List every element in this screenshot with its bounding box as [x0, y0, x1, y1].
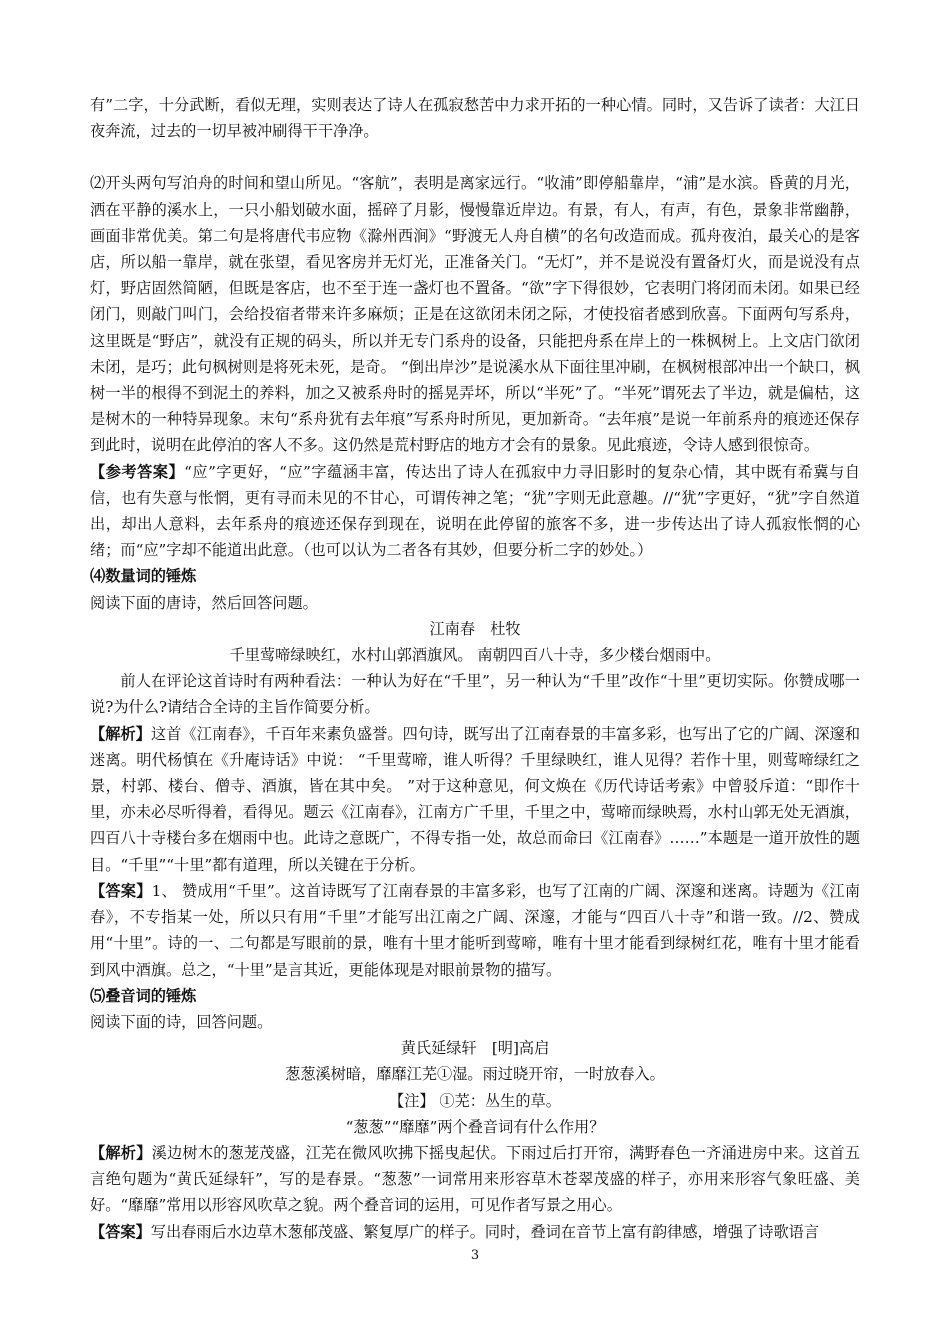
page-number: 3: [470, 1248, 480, 1263]
section-5-answer-tag: 【答案】: [90, 1222, 151, 1241]
section-5-note: 【注】 ①芜：丛生的草。: [389, 1091, 561, 1110]
section-4-instruction: 阅读下面的唐诗，然后回答问题。: [90, 593, 318, 612]
section-4-answer-text: 1、 赞成用“千里”。这首诗既写了江南春景的丰富多彩，也写了江南的广阔、深邃和迷离。诗题为《江南春》，不专指某一处，所以只有用“千里”才能写出江南之广阔、深邃，才能与“四百八十寺”和谐一致。//2、赞成用“十里”。诗的一、二句都是写眼前的景，唯有十里才能听到莺啼，唯有十里才能看到绿树红花，唯有十里才能看到风中酒旗。总之，“十里”是言其近，更能体现是对眼前景物的描写。: [90, 881, 861, 979]
section-5-poem-line: 葱葱溪树暗，靡靡江芜①湿。雨过晓开帘，一时放春入。: [285, 1065, 665, 1084]
section-5-poem-title: 黄氏延绿轩 [明]高启: [400, 1039, 550, 1058]
reference-answer-tag: 【参考答案】: [90, 462, 185, 481]
document-body: [90, 92, 860, 1245]
section-5-analysis: [90, 1140, 860, 1219]
section-5-analysis-tag: 【解析】: [90, 1143, 152, 1162]
section-4-poem-line: 千里莺啼绿映红，水村山郭酒旗风。 南朝四百八十寺，多少楼台烟雨中。: [229, 646, 721, 665]
section-5-answer: [90, 1219, 860, 1245]
analysis-2-paragraph: ⑵开头两句写泊舟的时间和望山所见。“客航”，表明是离家远行。“收浦”即停船靠岸，“浦”是水滨。昏黄的月光，洒在平静的溪水上，一只小船划破水面，摇碎了月影，慢慢靠近岸边。有景，有人，有声，有色，景象非常幽静，画面非常优美。第二句是将唐代韦应物《滁州西涧》“野渡无人舟自横”的名句改造而成。孤舟夜泊，最关心的是客店，所以船一靠岸，就在张望，看见客房并无灯光，正准备关门。“无灯”，并不是说没有置备灯火，而是说没有点灯，野店固然简陋，但既是客店，也不至于连一盏灯也不置备。“欲”字下得很妙，它表明门将闭而未闭。如果已经闭门，则敲门叫门，会给投宿者带来许多麻烦；正是在这欲闭未闭之际，才使投宿者感到欣喜。下面两句写系舟，这里既是“野店”，就没有正规的码头，所以并无专门系舟的设备，只能把舟系在岸上的一株枫树上。上文店门欲闭未闭，是巧；此句枫树则是将死未死，是奇。 “倒出岸沙”是说溪水从下面往里冲刷，在枫树根部冲出一个缺口，枫树一半的根得不到泥土的养料，加之又被系舟时的摇晃弄坏，所以“半死”了。“半死”谓死去了半边，就是偏枯，这是树木的一种特异现象。末句“系舟犹有去年痕”写系舟时所见，更加新奇。“去年痕”是说一年前系舟的痕迹还保存到此时，说明在此停泊的客人不多。这仍然是荒村野店的地方才会有的景象。见此痕迹，令诗人感到很惊奇。: [90, 174, 860, 455]
section-4-answer-tag: 【答案】: [90, 881, 152, 900]
section-4-poem-title: 江南春 杜牧: [429, 619, 521, 638]
section-4-question: 前人在评论这首诗时有两种看法：一种认为好在“千里”，另一种认为“千里”改作“十里”更切实际。你赞成哪一说?为什么?请结合全诗的主旨作简要分析。: [90, 672, 860, 717]
reference-answer-text: “应”字更好，“应”字蕴涵丰富，传达出了诗人在孤寂中力寻旧影时的复杂心情，其中既有希冀与自信，也有失意与怅惘，更有寻而未见的不甘心，可谓传神之笔；“犹”字则无此意趣。//“犹”字更好，“犹”字自然道出，却出人意料，去年系舟的痕迹还保存到现在，说明在此停留的旅客不多，进一步传达出了诗人孤寂怅惘的心绪；而“应”字却不能道出此意。（也可以认为二者各有其妙，但要分析二字的妙处。）: [90, 462, 860, 560]
section-5-heading: ⑸叠音词的锤炼: [90, 986, 197, 1005]
intro-paragraph: 有”二字，十分武断，看似无理，实则表达了诗人在孤寂愁苦中力求开拓的一种心情。同时，又告诉了读者：大江日夜奔流，过去的一切早被冲刷得干干净净。: [90, 96, 860, 141]
section-5-instruction: 阅读下面的诗，回答问题。: [90, 1012, 273, 1031]
paragraph-gap: [90, 144, 860, 170]
section-4-analysis-text: 这首《江南春》，千百年来素负盛誉。四句诗，既写出了江南春景的丰富多彩，也写出了它的广阔、深邃和迷离。明代杨慎在《升庵诗话》中说： “千里莺啼，谁人听得？千里绿映红，谁人见得？若作十里，则莺啼绿红之景，村郭、楼台、僧寺、酒旗，皆在其中矣。 ”对于这种意见，何文焕在《历代诗话考索》中曾驳斥道：“即作十里，亦未必尽听得着，看得见。题云《江南春》，江南方广千里，千里之中，莺啼而绿映焉，水村山郭无处无酒旗，四百八十寺楼台多在烟雨中也。此诗之意既广，不得专指一处，故总而命曰《江南春》……”本题是一道开放性的题目。“千里”“十里”都有道理，所以关键在于分析。: [90, 724, 861, 874]
section-4-answer: [90, 878, 860, 983]
section-5-analysis-text: 溪边树木的葱茏茂盛，江芜在微风吹拂下摇曳起伏。下雨过后打开帘，满野春色一齐涌进房中来。这首五言绝句题为“黄氏延绿轩”，写的是春景。“葱葱”一词常用来形容草木苍翠茂盛的样子，亦用来形容气象旺盛、美好。“靡靡”常用以形容风吹草之貌。两个叠音词的运用，可见作者写景之用心。: [90, 1143, 861, 1215]
section-5-answer-text: 写出春雨后水边草木葱郁茂盛、繁复厚广的样子。同时，叠词在音节上富有韵律感，增强了诗歌语言: [150, 1222, 819, 1241]
section-4-heading: ⑷数量词的锤炼: [90, 567, 197, 586]
section-4-analysis-tag: 【解析】: [90, 724, 151, 743]
section-5-question: “葱葱”“靡靡”两个叠音词有什么作用？: [345, 1117, 605, 1136]
reference-answer-paragraph: [90, 459, 860, 564]
section-4-analysis: [90, 721, 860, 878]
